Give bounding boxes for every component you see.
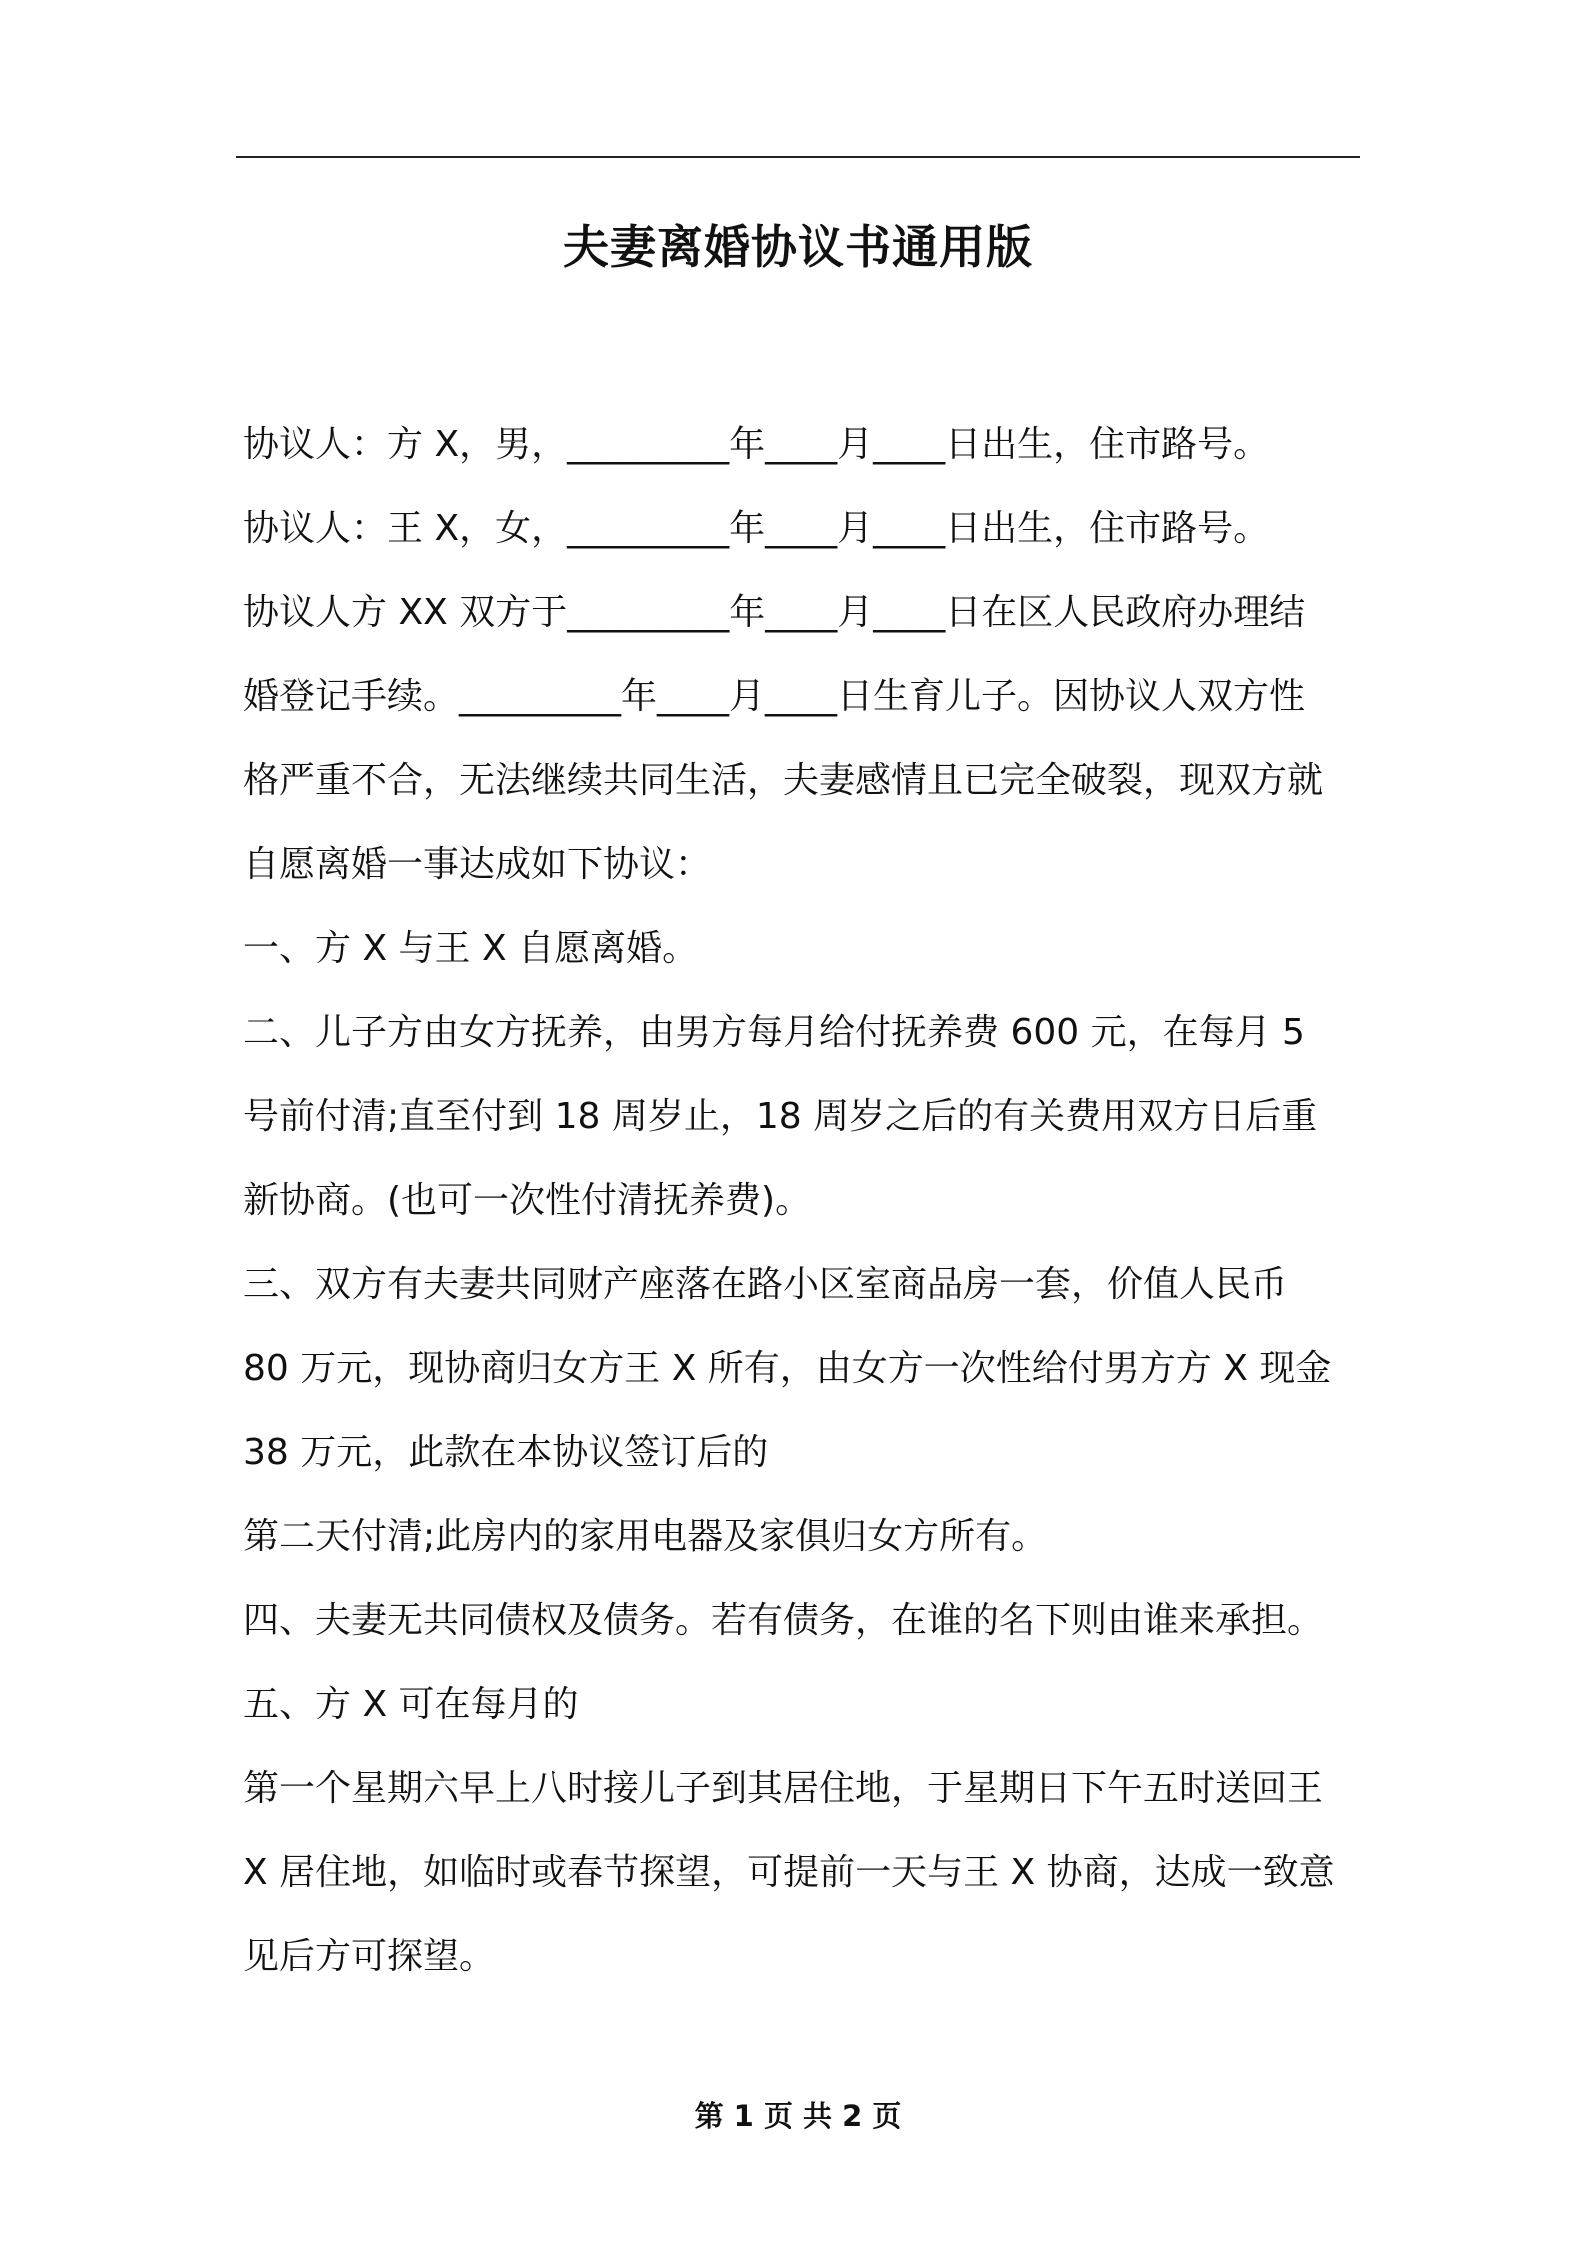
body-line: 38 万元，此款在本协议签订后的 — [243, 1432, 769, 1473]
body-line: 80 万元，现协商归女方王 X 所有，由女方一次性给付男方方 X 现金 — [243, 1348, 1332, 1389]
body-line: 一、方 X 与王 X 自愿离婚。 — [243, 928, 699, 969]
body-line: 婚登记手续。_________年____月____日生育儿子。因协议人双方性 — [243, 676, 1306, 717]
page-number-footer: 第 1 页 共 2 页 — [694, 2099, 902, 2133]
body-line: 新协商。(也可一次性付清抚养费)。 — [243, 1180, 812, 1221]
header-rule — [236, 156, 1360, 158]
body-line: 第二天付清;此房内的家用电器及家俱归女方所有。 — [243, 1516, 1048, 1557]
body-line: 四、夫妻无共同债权及债务。若有债务，在谁的名下则由谁来承担。 — [243, 1600, 1324, 1641]
body-line: 三、双方有夫妻共同财产座落在路小区室商品房一套，价值人民币 — [243, 1264, 1288, 1305]
body-line: 见后方可探望。 — [243, 1936, 496, 1977]
body-line: 第一个星期六早上八时接儿子到其居住地，于星期日下午五时送回王 — [243, 1768, 1324, 1809]
body-line: X 居住地，如临时或春节探望，可提前一天与王 X 协商，达成一致意 — [243, 1852, 1335, 1893]
body-line: 协议人方 XX 双方于_________年____月____日在区人民政府办理结 — [243, 592, 1306, 633]
body-line: 号前付清;直至付到 18 周岁止，18 周岁之后的有关费用双方日后重 — [243, 1096, 1318, 1137]
body-line: 五、方 X 可在每月的 — [243, 1684, 579, 1725]
body-line: 自愿离婚一事达成如下协议： — [243, 844, 712, 885]
body-line: 格严重不合，无法继续共同生活，夫妻感情且已完全破裂，现双方就 — [243, 760, 1324, 801]
document-body — [243, 403, 1360, 1999]
body-line: 协议人：方 X，男，_________年____月____日出生，住市路号。 — [243, 424, 1270, 465]
document-title: 夫妻离婚协议书通用版 — [563, 220, 1033, 274]
body-line: 协议人：王 X，女，_________年____月____日出生，住市路号。 — [243, 508, 1270, 549]
body-line: 二、儿子方由女方抚养，由男方每月给付抚养费 600 元，在每月 5 — [243, 1012, 1305, 1053]
